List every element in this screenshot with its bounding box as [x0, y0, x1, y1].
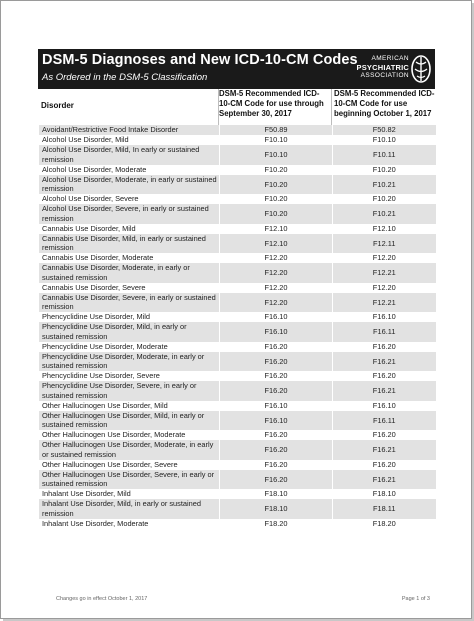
disorder-cell: Alcohol Use Disorder, Mild, In early or sustained remission [39, 145, 220, 165]
new-code-cell: F16.20 [333, 371, 436, 381]
new-code-cell: F10.21 [333, 204, 436, 224]
old-code-cell: F16.20 [220, 440, 333, 460]
table-row [39, 352, 436, 372]
new-code-cell: F16.21 [333, 352, 436, 372]
old-code-cell: F12.20 [220, 293, 333, 313]
disorder-cell: Phencyclidine Use Disorder, Severe [39, 371, 220, 381]
disorder-cell: Inhalant Use Disorder, Mild [39, 489, 220, 499]
disorder-cell: Phencyclidine Use Disorder, Moderate [39, 342, 220, 352]
disorder-cell: Alcohol Use Disorder, Severe, in early or sustained remission [39, 204, 220, 224]
new-code-cell: F16.11 [333, 411, 436, 431]
old-code-cell: F10.10 [220, 145, 333, 165]
new-code-cell: F18.20 [333, 519, 436, 529]
header-divider [331, 89, 332, 127]
title-banner [38, 49, 435, 89]
old-code-cell: F16.20 [220, 460, 333, 470]
new-code-cell: F10.10 [333, 135, 436, 145]
new-code-cell: F10.21 [333, 175, 436, 195]
old-code-cell: F18.10 [220, 499, 333, 519]
new-code-cell: F16.10 [333, 312, 436, 322]
old-code-cell: F10.10 [220, 135, 333, 145]
logo-text [357, 55, 409, 81]
table-row [39, 440, 436, 460]
old-code-cell: F16.20 [220, 352, 333, 372]
old-code-cell: F18.20 [220, 519, 333, 529]
table-row [39, 489, 436, 499]
old-code-cell: F12.10 [220, 234, 333, 254]
disorder-cell: Alcohol Use Disorder, Moderate, in early or sustained remission [39, 175, 220, 195]
old-code-cell: F50.89 [220, 125, 333, 135]
disorder-cell: Phencyclidine Use Disorder, Severe, in early or sustained remission [39, 381, 220, 401]
table-row [39, 470, 436, 490]
table-row [39, 283, 436, 293]
old-code-cell: F12.20 [220, 283, 333, 293]
new-code-cell: F10.20 [333, 165, 436, 175]
disorder-cell: Phencyclidine Use Disorder, Moderate, in early or sustained remission [39, 352, 220, 372]
new-code-cell: F12.21 [333, 263, 436, 283]
table-row [39, 371, 436, 381]
new-code-cell: F12.11 [333, 234, 436, 254]
new-code-cell: F16.21 [333, 381, 436, 401]
new-code-cell: F12.10 [333, 224, 436, 234]
table-row [39, 263, 436, 283]
old-code-cell: F16.20 [220, 470, 333, 490]
new-code-cell: F16.11 [333, 322, 436, 342]
new-code-cell: F12.21 [333, 293, 436, 313]
new-code-cell: F16.21 [333, 470, 436, 490]
old-code-cell: F16.20 [220, 342, 333, 352]
new-code-cell: F16.21 [333, 440, 436, 460]
disorder-cell: Other Hallucinogen Use Disorder, Severe [39, 460, 220, 470]
disorder-cell: Phencyclidine Use Disorder, Mild, in early or sustained remission [39, 322, 220, 342]
table-row [39, 234, 436, 254]
table-row [39, 224, 436, 234]
disorder-cell: Inhalant Use Disorder, Mild, in early or sustained remission [39, 499, 220, 519]
disorder-cell: Alcohol Use Disorder, Moderate [39, 165, 220, 175]
logo-line-2: PSYCHIATRIC [356, 62, 409, 72]
disorder-cell: Cannabis Use Disorder, Severe, in early or sustained remission [39, 293, 220, 313]
old-code-cell: F16.10 [220, 411, 333, 431]
table-row [39, 342, 436, 352]
table-row [39, 401, 436, 411]
table-row [39, 411, 436, 431]
logo-line-1: AMERICAN [371, 55, 409, 62]
column-header-old-code: DSM-5 Recommended ICD-10-CM Code for use through September 30, 2017 [219, 89, 324, 118]
old-code-cell: F16.10 [220, 312, 333, 322]
document-subtitle: As Ordered in the DSM-5 Classification [42, 72, 208, 83]
old-code-cell: F12.10 [220, 224, 333, 234]
table-row [39, 175, 436, 195]
footer-page-number: Page 1 of 3 [401, 596, 430, 602]
old-code-cell: F18.10 [220, 489, 333, 499]
disorder-cell: Avoidant/Restrictive Food Intake Disorder [39, 125, 220, 135]
table-row [39, 253, 436, 263]
new-code-cell: F18.10 [333, 489, 436, 499]
old-code-cell: F10.20 [220, 175, 333, 195]
disorder-cell: Inhalant Use Disorder, Moderate [39, 519, 220, 529]
disorder-cell: Other Hallucinogen Use Disorder, Severe, in early or sustained remission [39, 470, 220, 490]
old-code-cell: F12.20 [220, 253, 333, 263]
disorder-cell: Cannabis Use Disorder, Moderate [39, 253, 220, 263]
disorder-cell: Cannabis Use Disorder, Severe [39, 283, 220, 293]
old-code-cell: F10.20 [220, 194, 333, 204]
table-header [38, 89, 435, 127]
old-code-cell: F10.20 [220, 204, 333, 224]
new-code-cell: F16.20 [333, 460, 436, 470]
new-code-cell: F12.20 [333, 283, 436, 293]
table-row [39, 430, 436, 440]
table-row [39, 519, 436, 529]
disorder-cell: Cannabis Use Disorder, Mild [39, 224, 220, 234]
footer-effective-date: Changes go in effect October 1, 2017 [56, 596, 148, 602]
new-code-cell: F18.11 [333, 499, 436, 519]
old-code-cell: F16.10 [220, 401, 333, 411]
new-code-cell: F16.20 [333, 430, 436, 440]
new-code-cell: F10.11 [333, 145, 436, 165]
disorder-cell: Other Hallucinogen Use Disorder, Moderate, in early or sustained remission [39, 440, 220, 460]
codes-table [38, 125, 436, 529]
table-row [39, 125, 436, 135]
new-code-cell: F16.20 [333, 342, 436, 352]
table-row [39, 312, 436, 322]
new-code-cell: F12.20 [333, 253, 436, 263]
disorder-cell: Alcohol Use Disorder, Severe [39, 194, 220, 204]
table-row [39, 135, 436, 145]
new-code-cell: F50.82 [333, 125, 436, 135]
logo-line-3: ASSOCIATION [360, 72, 409, 79]
disorder-cell: Other Hallucinogen Use Disorder, Mild [39, 401, 220, 411]
apa-emblem-icon [411, 55, 431, 83]
column-header-new-code: DSM-5 Recommended ICD-10-CM Code for use beginning October 1, 2017 [334, 89, 435, 118]
document-title: DSM-5 Diagnoses and New ICD-10-CM Codes [42, 52, 358, 68]
codes-table-body [39, 125, 436, 529]
old-code-cell: F16.10 [220, 322, 333, 342]
old-code-cell: F10.20 [220, 165, 333, 175]
table-row [39, 165, 436, 175]
table-row [39, 145, 436, 165]
disorder-cell: Cannabis Use Disorder, Moderate, in early or sustained remission [39, 263, 220, 283]
old-code-cell: F12.20 [220, 263, 333, 283]
table-row [39, 194, 436, 204]
old-code-cell: F16.20 [220, 430, 333, 440]
new-code-cell: F10.20 [333, 194, 436, 204]
disorder-cell: Other Hallucinogen Use Disorder, Moderate [39, 430, 220, 440]
table-row [39, 322, 436, 342]
header-divider [218, 89, 219, 127]
old-code-cell: F16.20 [220, 371, 333, 381]
disorder-cell: Phencyclidine Use Disorder, Mild [39, 312, 220, 322]
table-row [39, 460, 436, 470]
disorder-cell: Alcohol Use Disorder, Mild [39, 135, 220, 145]
table-row [39, 381, 436, 401]
disorder-cell: Other Hallucinogen Use Disorder, Mild, in early or sustained remission [39, 411, 220, 431]
column-header-disorder: Disorder [41, 101, 74, 110]
table-row [39, 293, 436, 313]
old-code-cell: F16.20 [220, 381, 333, 401]
table-row [39, 499, 436, 519]
table-row [39, 204, 436, 224]
apa-logo [331, 52, 431, 86]
disorder-cell: Cannabis Use Disorder, Mild, in early or sustained remission [39, 234, 220, 254]
new-code-cell: F16.10 [333, 401, 436, 411]
